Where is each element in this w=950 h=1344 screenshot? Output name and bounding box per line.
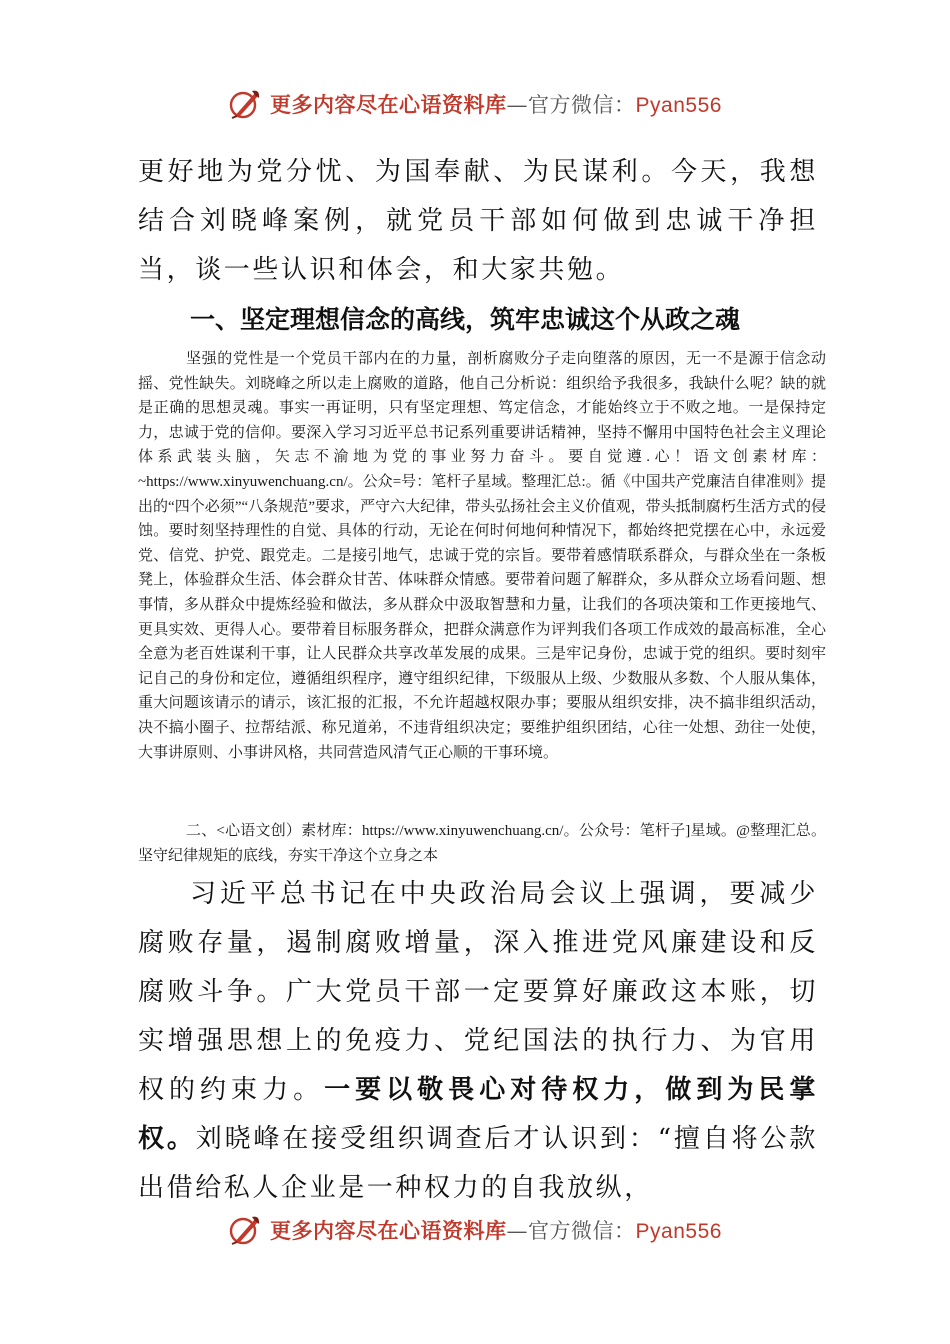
section2-body xyxy=(138,870,818,1213)
banner-wechat-id: Pyan556 xyxy=(635,94,722,117)
section1-body: 坚强的党性是一个党员干部内在的力量，剖析腐败分子走向堕落的原因，无一不是源于信念动摇、党性缺失。刘晓峰之所以走上腐败的道路，他自己分析说：组织给予我很多，我缺什么呢？缺的就是正确的思想灵魂。事实一再证明，只有坚定理想、笃定信念，才能始终立于不败之地。一是保持定力，忠诚于党的信仰。要深入学习习近平总书记系列重要讲话精神，坚持不懈用中国特色社会主义理论体系武装头脑，矢志不渝地为党的事业努力奋斗。要自觉遵.心！语文创素材库：~https://www.xinyuwenchuang.cn/。公众=号：笔杆子星域。整理汇总:。循《中国共产党廉洁自律准则》提出的“四个必须”“八条规范”要求，严守六大纪律，带头弘扬社会主义价值观，带头抵制腐朽生活方式的侵蚀。要时刻坚持理性的自觉、具体的行动，无论在何时何地何种情况下，都始终把党摆在心中，永远爱党、信党、护党、跟党走。二是接引地气，忠诚于党的宗旨。要带着感情联系群众，与群众坐在一条板凳上，体验群众生活、体会群众甘苦、体味群众情感。要带着问题了解群众，多从群众立场看问题、想事情，多从群众中提炼经验和做法，多从群众中汲取智慧和力量，让我们的各项决策和工作更接地气、更具实效、更得人心。要带着目标服务群众，把群众满意作为评判我们各项工作成效的最高标准，全心全意为老百姓谋利干事，让人民群众共享改革发展的成果。三是牢记身份，忠诚于党的组织。要时刻牢记自己的身份和定位，遵循组织程序，遵守组织纪律，下级服从上级、少数服从多数、个人服从集体，重大问题该请示的请示，该汇报的汇报，不允许超越权限办事；要服从组织安排，决不搞非组织活动，决不搞小圈子、拉帮结派、称兄道弟，不违背组织决定；要维护组织团结，心往一处想、劲往一处使，大事讲原则、小事讲风格，共同营造风清气正心顺的干事环境。 xyxy=(138,351,826,761)
section1-heading: 一、坚定理想信念的高线，筑牢忠诚这个从政之魂 xyxy=(190,305,741,334)
banner-wechat-label: —官方微信： xyxy=(506,93,636,117)
banner-title: 更多内容尽在心语资料库 xyxy=(270,92,507,117)
footer-banner xyxy=(0,1210,950,1250)
banner-text xyxy=(270,89,722,119)
section2-body-text-a: 习近平总书记在中央政治局会议上强调，要减少腐败存量，遏制腐败增量，深入推进党风廉建设和反腐败斗争。广大党员干部一定要算好廉政这本账，切实增强思想上的免疫力、党纪国法的执行力、为官用权的约束力。 xyxy=(138,879,818,1105)
banner-text xyxy=(270,1215,722,1245)
header-banner xyxy=(0,84,950,124)
banner-wechat-id: Pyan556 xyxy=(635,1220,722,1243)
intro-paragraph: 更好地为党分忧、为国奉献、为民谋利。今天，我想结合刘晓峰案例，就党员干部如何做到忠诚干净担当，谈一些认识和体会，和大家共勉。 xyxy=(138,157,818,285)
section2-heading-line: 二、<心语文创）素材库：https://www.xinyuwenchuang.cn/。公众号：笔杆子]星域。@整理汇总。坚守纪律规矩的底线，夯实干净这个立身之本 xyxy=(138,823,826,864)
quill-pen-logo-icon xyxy=(228,87,262,121)
quill-pen-logo-icon xyxy=(228,1213,262,1247)
section2-body-bold: 一要以敬畏心对待权力，做到为民掌权。 xyxy=(138,1075,818,1154)
section2-body-text-b: 刘晓峰在接受组织调查后才认识到：“擅自将公款出借给私人企业是一种权力的自我放纵， xyxy=(138,1124,818,1203)
banner-wechat-label: —官方微信： xyxy=(506,1219,636,1243)
banner-title: 更多内容尽在心语资料库 xyxy=(270,1218,507,1243)
